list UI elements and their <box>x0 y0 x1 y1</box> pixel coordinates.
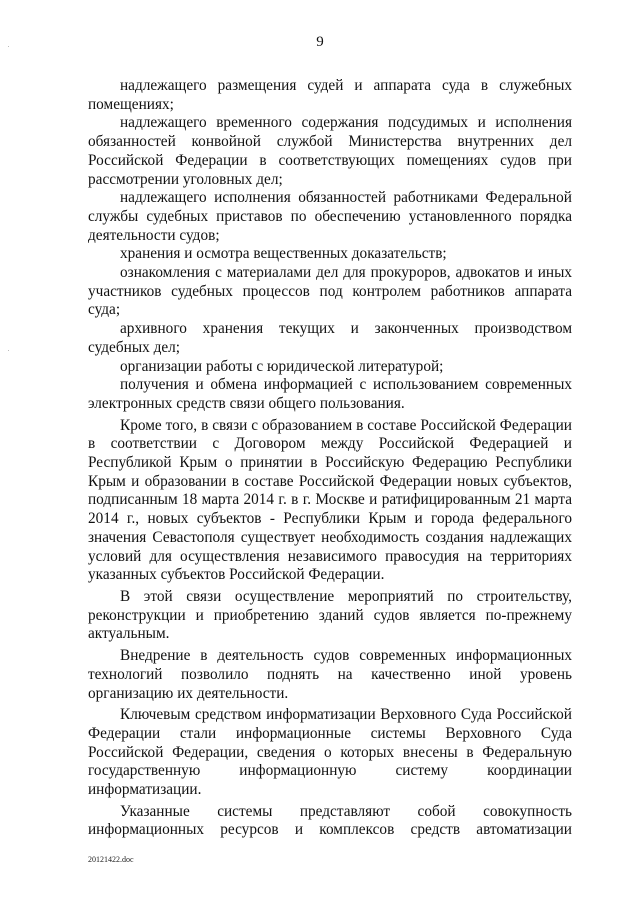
paragraph: получения и обмена информацией с использованием современных электронных средств связи общего пользования. <box>88 376 572 412</box>
paragraph: организации работы с юридической литературой; <box>120 357 444 375</box>
paragraph: Ключевым средством информатизации Верховного Суда Российской Федерации стали информационные системы Верховного Суда Российской Федерации, сведения о которых внесены в Федеральную государственную информационную систему координации информатизации. <box>88 706 572 799</box>
paragraph: ознакомления с материалами дел для прокуроров, адвокатов и иных участников судебных процессов под контролем работников аппарата суда; <box>88 264 572 319</box>
paragraph: Кроме того, в связи с образованием в составе Российской Федерации в соответствии с Договором между Российской Федерацией и Республикой Крым о принятии в Российскую Федерацию Республики Крым и образовании в составе Российской Федерации новых субъектов, подписанным 18 марта 2014 г. в г. Москве и ратифицированным 21 марта 2014 г., новых субъектов - Республики Крым и города федерального значения Севастополя существует необходимость создания надлежащих условий для осуществления независимого правосудия на территориях указанных субъектов Российской Федерации. <box>88 416 572 584</box>
margin-dot <box>8 350 9 351</box>
paragraph: архивного хранения текущих и законченных производством судебных дел; <box>88 320 572 356</box>
page-number: 9 <box>316 34 324 50</box>
paragraph: Указанные системы представляют собой совокупность информационных ресурсов и комплексов средств автоматизации <box>88 802 572 839</box>
paragraph: В этой связи осуществление мероприятий по строительству, реконструкции и приобретению зданий судов является по-прежнему актуальным. <box>88 587 572 643</box>
paragraph: Внедрение в деятельность судов современных информационных технологий позволило поднять на качественно иной уровень организацию их деятельности. <box>88 647 572 702</box>
paragraph: надлежащего размещения судей и аппарата суда в служебных помещениях; <box>88 77 572 113</box>
paragraph: надлежащего временного содержания подсудимых и исполнения обязанностей конвойной службой Министерства внутренних дел Российской Федерации в соответствующих помещениях судов при рассмотрении уголовных дел; <box>88 114 572 188</box>
document-body <box>88 77 572 840</box>
paragraph: хранения и осмотра вещественных доказательств; <box>120 245 447 263</box>
document-filename: 20121422.doc <box>88 855 134 864</box>
paragraph: надлежащего исполнения обязанностей работниками Федеральной службы судебных приставов по обеспечению установленного порядка деятельности судов; <box>88 189 572 244</box>
